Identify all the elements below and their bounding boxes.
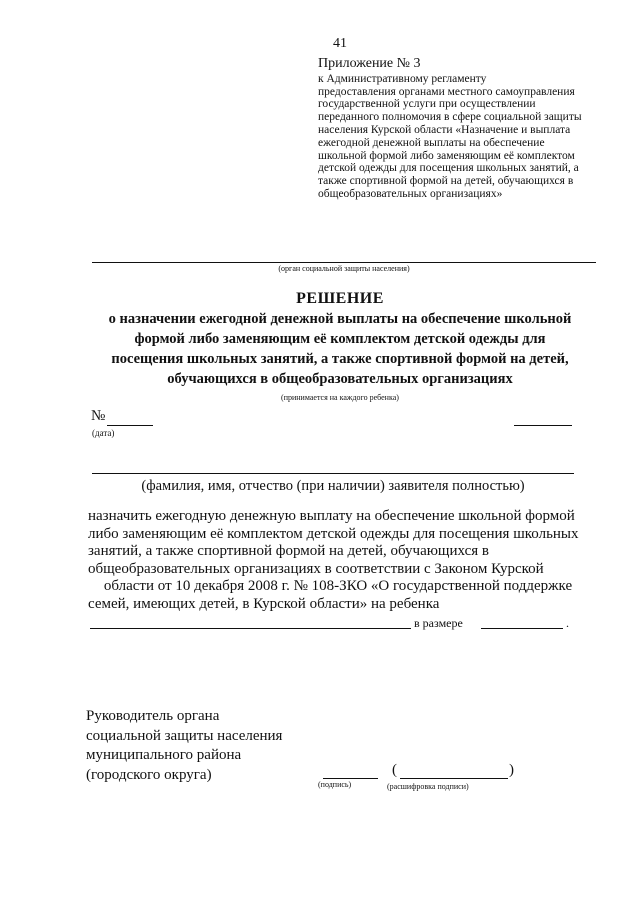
appendix-line: населения Курской области «Назначение и выплата [318, 123, 571, 136]
subtitle-line: формой либо заменяющим её комплектом детской одежды для [134, 331, 546, 347]
body-line: области от 10 декабря 2008 г. № 108-ЗКО «О государственной поддержке [103, 578, 573, 595]
signer-line: Руководитель органа [86, 708, 220, 724]
organ-field-line[interactable] [92, 262, 596, 263]
appendix-line: предоставления органами местного самоуправления [318, 85, 575, 98]
number-label: № [91, 408, 106, 424]
decode-close-paren: ) [509, 762, 514, 778]
subtitle-line: о назначении ежегодной денежной выплаты на обеспечение школьной [108, 311, 572, 327]
appendix-line: переданного полномочия в сфере социальной защиты [318, 111, 582, 124]
body-line: занятий, а также спортивной формой на детей, обучающихся в [88, 543, 489, 560]
child-name-field-line[interactable] [90, 628, 411, 629]
applicant-caption: (фамилия, имя, отчество (при наличии) заявителя полностью) [141, 478, 525, 494]
appendix-line: государственной услуги при осуществлении [318, 98, 536, 111]
appendix-line: общеобразовательных организациях» [318, 187, 503, 200]
signature-caption: (подпись) [318, 780, 352, 789]
decode-caption: (расшифровка подписи) [387, 782, 469, 791]
subtitle-line: посещения школьных занятий, а также спортивной формой на детей, [111, 351, 569, 367]
date-field-line[interactable] [514, 425, 572, 426]
signer-line: (городского округа) [86, 766, 212, 783]
body-line: назначить ежегодную денежную выплату на обеспечение школьной формой [88, 508, 575, 524]
appendix-line: детской одежды для посещения школьных занятий, а [318, 162, 579, 175]
appendix-line: ежегодной денежной выплаты на обеспечение [318, 136, 545, 149]
organ-caption: (орган социальной защиты населения) [278, 264, 410, 273]
amount-label: в размере [414, 616, 463, 630]
appendix-block [318, 58, 610, 201]
decision-subtitle [70, 309, 610, 389]
body-line: общеобразовательных организациях в соответствии с Законом Курской [88, 560, 544, 577]
decision-title: РЕШЕНИЕ [296, 290, 384, 307]
amount-field-line[interactable] [481, 628, 563, 629]
decode-open-paren: ( [392, 762, 397, 778]
body-line: либо заменяющим её комплектом детской одежды для посещения школьных [88, 525, 579, 542]
signature-field-line[interactable] [323, 778, 378, 779]
body-line: семей, имеющих детей, в Курской области» на ребенка [88, 595, 440, 612]
subtitle-line: обучающихся в общеобразовательных организациях [167, 371, 513, 387]
decision-note: (принимается на каждого ребенка) [281, 393, 399, 402]
signer-line: социальной защиты населения [86, 727, 283, 744]
appendix-line: также спортивной формой на детей, обучающихся в [318, 175, 574, 188]
decode-field-line[interactable] [400, 778, 508, 779]
appendix-line: школьной формой либо заменяющим её комплектом [318, 149, 575, 162]
period: . [566, 616, 569, 630]
signer-line: муниципального района [86, 747, 242, 764]
number-field-line[interactable] [107, 425, 153, 426]
applicant-field-line[interactable] [92, 473, 574, 474]
signer-block [86, 707, 282, 785]
date-caption: (дата) [92, 428, 115, 438]
page-number: 41 [333, 36, 347, 51]
appendix-title: Приложение № 3 [318, 56, 421, 71]
decision-body [88, 508, 588, 614]
appendix-line: к Административному регламенту [318, 72, 487, 85]
